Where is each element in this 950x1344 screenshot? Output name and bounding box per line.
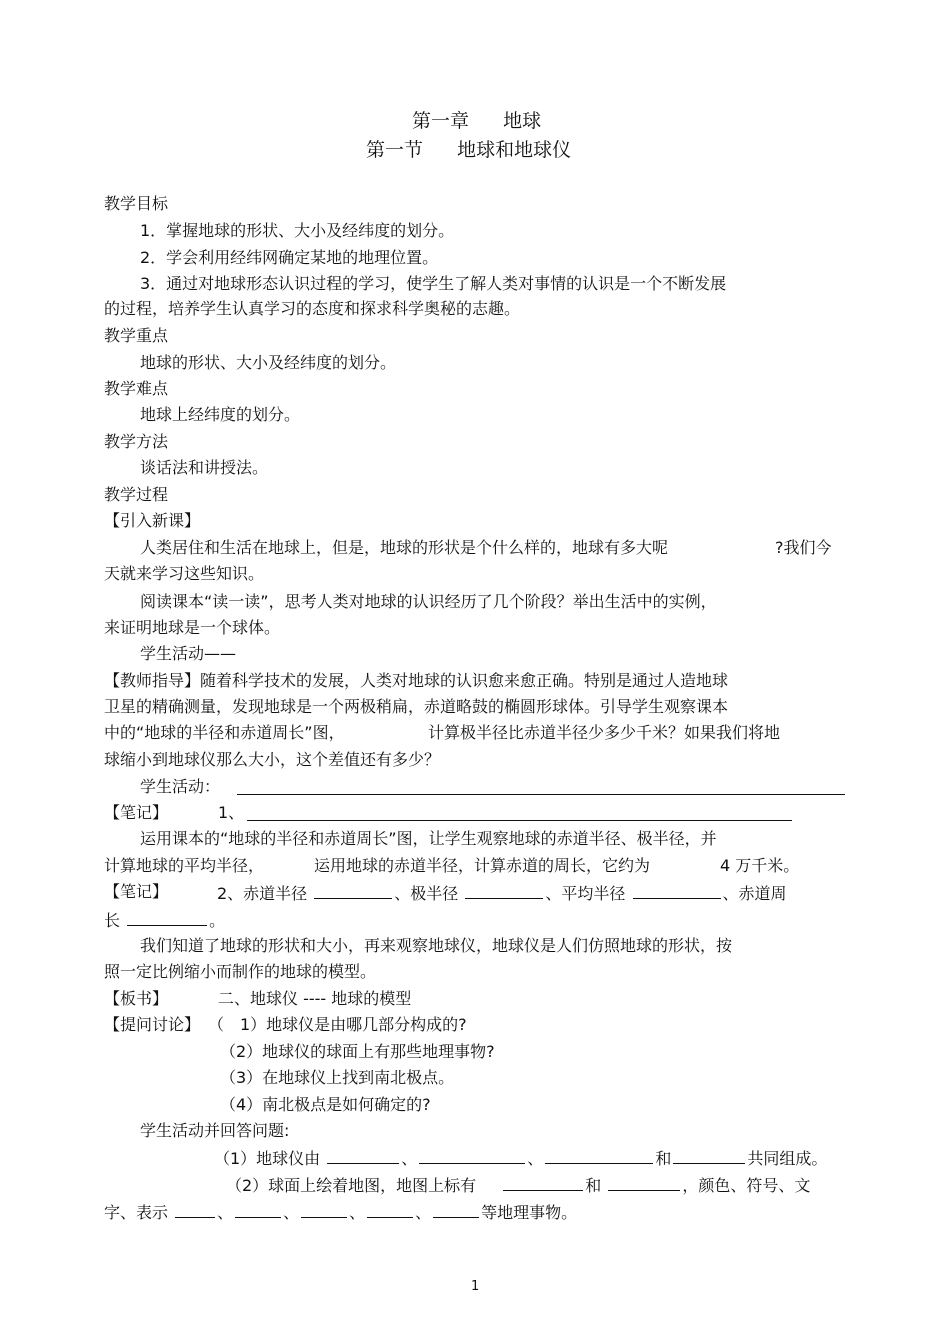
answer-line-note-1[interactable] xyxy=(247,820,792,821)
polar-radius-blank[interactable] xyxy=(465,882,543,899)
answer-1-and: 和 xyxy=(655,1149,672,1168)
key-points-text: 地球的形状、大小及经纬度的划分。 xyxy=(140,353,397,372)
board-text: 二、地球仪 ---- 地球的模型 xyxy=(218,989,412,1008)
geo-thing-3-blank[interactable] xyxy=(301,1201,347,1218)
section-name: 地球和地球仪 xyxy=(457,139,572,161)
read-line-1: 阅读课本“读一读”，思考人类对地球的认识经历了几个阶段？举出生活中的实例， xyxy=(140,592,717,611)
guide-tag: 【教师指导】 xyxy=(104,671,201,690)
objective-2: 2．学会利用经纬网确定某地的地理位置。 xyxy=(140,248,439,267)
average-radius-blank[interactable] xyxy=(633,882,721,899)
answer-2-sep-3: 、 xyxy=(349,1203,366,1222)
globe-line-1: 我们知道了地球的形状和大小，再来观察地球仪，地球仪是人们仿照地球的形状，按 xyxy=(140,936,733,955)
use-line-2c: 4 万千米。 xyxy=(720,856,800,875)
chapter-title xyxy=(412,109,541,133)
answer-line-activity[interactable] xyxy=(237,794,845,795)
answer-heading: 学生活动并回答问题: xyxy=(140,1121,290,1140)
board-tag: 【板书】 xyxy=(104,989,169,1008)
guide-line-3a: 中的“地球的半径和赤道周长”图， xyxy=(104,723,345,742)
page-number: 1 xyxy=(471,1279,480,1294)
objectives-heading: 教学目标 xyxy=(104,194,169,213)
use-line-2b: 运用地球的赤道半径，计算赤道的周长，它约为 xyxy=(314,856,651,875)
answer-2-rest: ，颜色、符号、文 xyxy=(682,1176,811,1195)
answer-1-sep-2: 、 xyxy=(527,1149,544,1168)
intro-tag: 【引入新课】 xyxy=(104,511,201,530)
geo-thing-4-blank[interactable] xyxy=(367,1201,413,1218)
map-item-1-blank[interactable] xyxy=(503,1174,583,1191)
key-points-heading: 教学重点 xyxy=(104,326,169,345)
note-2-equator-radius-label: 2、赤道半径 xyxy=(217,884,308,903)
intro-line-2: 天就来学习这些知识。 xyxy=(104,564,265,583)
note-2-average-label: 、平均半径 xyxy=(545,884,626,903)
discuss-tag: 【提问讨论】 xyxy=(104,1015,201,1034)
note-2-line xyxy=(217,882,787,904)
globe-part-1-blank[interactable] xyxy=(327,1147,399,1164)
discuss-open: （ xyxy=(208,1015,225,1034)
guide-line-1 xyxy=(104,671,728,691)
chapter-name: 地球 xyxy=(503,110,542,132)
guide-line-4: 球缩小到地球仪那么大小，这个差值还有多少？ xyxy=(104,750,441,769)
student-activity-2: 学生活动： xyxy=(140,777,221,796)
geo-thing-5-blank[interactable] xyxy=(433,1201,479,1218)
difficulties-heading: 教学难点 xyxy=(104,379,169,398)
circumference-blank[interactable] xyxy=(127,909,207,926)
answer-2-and: 和 xyxy=(585,1176,602,1195)
difficulties-text: 地球上经纬度的划分。 xyxy=(140,405,301,424)
equator-radius-blank[interactable] xyxy=(314,882,392,899)
intro-line-1a: 人类居住和生活在地球上，但是，地球的形状是个什么样的，地球有多大呢 xyxy=(140,538,669,557)
note-2-circumference-suffix: 长 xyxy=(104,911,121,930)
objective-1: 1．掌握地球的形状、大小及经纬度的划分。 xyxy=(140,221,455,240)
answer-2-sep-2: 、 xyxy=(283,1203,300,1222)
answer-1-label: （1）地球仪由 xyxy=(214,1149,321,1168)
map-item-2-blank[interactable] xyxy=(608,1174,680,1191)
methods-heading: 教学方法 xyxy=(104,432,169,451)
globe-line-2: 照一定比例缩小而制作的地球的模型。 xyxy=(104,962,377,981)
student-activity-1: 学生活动—— xyxy=(140,644,237,663)
globe-part-4-blank[interactable] xyxy=(673,1147,745,1164)
question-2: （2）地球仪的球面上有那些地理事物? xyxy=(220,1042,495,1061)
globe-part-3-blank[interactable] xyxy=(545,1147,653,1164)
question-1: 1）地球仪是由哪几部分构成的? xyxy=(240,1015,467,1034)
section-title xyxy=(366,138,571,162)
read-line-2: 来证明地球是一个球体。 xyxy=(104,618,281,637)
answer-1-line xyxy=(214,1147,827,1169)
answer-2-sep-4: 、 xyxy=(415,1203,432,1222)
answer-2-label-2: 字、表示 xyxy=(104,1203,169,1222)
guide-text-1: 随着科学技术的发展，人类对地球的认识愈来愈正确。特别是通过人造地球 xyxy=(200,671,729,690)
section-label: 第一节 xyxy=(366,139,424,161)
note-1-num: 1、 xyxy=(218,803,245,822)
intro-line-1b: ?我们今 xyxy=(775,538,832,557)
geo-thing-2-blank[interactable] xyxy=(235,1201,281,1218)
note-1-tag: 【笔记】 xyxy=(104,803,169,822)
note-2-tag: 【笔记】 xyxy=(104,882,169,901)
answer-2-sep-1: 、 xyxy=(217,1203,234,1222)
answer-2-line-2 xyxy=(104,1201,577,1223)
note-2-polar-label: 、极半径 xyxy=(394,884,459,903)
note-2-line-2 xyxy=(104,909,225,931)
objective-3: 3．通过对地球形态认识过程的学习，使学生了解人类对事情的认识是一个不断发展 xyxy=(140,274,727,293)
answer-2-end: 等地理事物。 xyxy=(481,1203,578,1222)
question-4: （4）南北极点是如何确定的? xyxy=(220,1095,431,1114)
geo-thing-1-blank[interactable] xyxy=(175,1201,215,1218)
objective-3-cont: 的过程，培养学生认真学习的态度和探求科学奥秘的志趣。 xyxy=(104,299,521,318)
answer-1-sep-1: 、 xyxy=(401,1149,418,1168)
answer-2-label: （2）球面上绘着地图，地图上标有 xyxy=(226,1176,477,1195)
guide-line-3b: 计算极半径比赤道半径少多少千米？如果我们将地 xyxy=(428,723,781,742)
chapter-label: 第一章 xyxy=(412,110,470,132)
answer-2-line xyxy=(226,1174,810,1196)
use-line-2a: 计算地球的平均半径， xyxy=(104,856,265,875)
process-heading: 教学过程 xyxy=(104,485,169,504)
methods-text: 谈话法和讲授法。 xyxy=(140,458,269,477)
answer-1-end: 共同组成。 xyxy=(747,1149,828,1168)
question-3: （3）在地球仪上找到南北极点。 xyxy=(220,1068,455,1087)
globe-part-2-blank[interactable] xyxy=(419,1147,525,1164)
guide-line-2: 卫星的精确测量，发现地球是一个两极稍扁，赤道略鼓的椭圆形球体。引导学生观察课本 xyxy=(104,697,729,716)
note-2-circumference-label: 、赤道周 xyxy=(722,884,787,903)
note-2-end: 。 xyxy=(209,911,226,930)
use-line-1: 运用课本的“地球的半径和赤道周长”图，让学生观察地球的赤道半径、极半径，并 xyxy=(140,829,717,848)
